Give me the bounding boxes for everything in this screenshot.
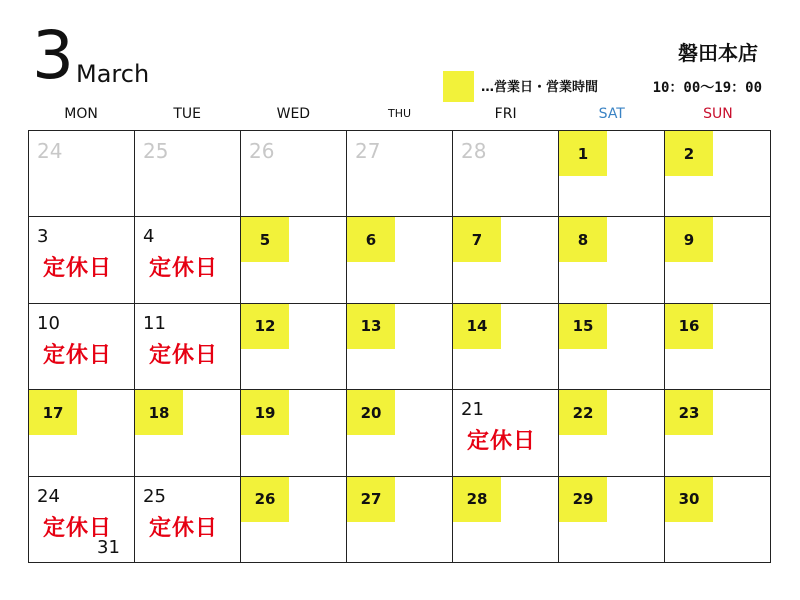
month-number: 3 [32,17,72,94]
calendar-day-cell [559,304,665,390]
calendar-day-cell [665,390,771,476]
closed-day-number: 21 [461,399,484,421]
business-day-number: 7 [453,217,501,262]
weekday-mon: MON [64,106,98,122]
business-day-number: 15 [559,304,607,349]
weekday-sat: SAT [598,106,625,122]
other-month-day-number: 27 [355,139,381,163]
calendar-day-cell [559,477,665,563]
calendar-day-cell [347,477,453,563]
calendar-grid [28,130,771,563]
closed-day-number: 11 [143,312,166,334]
business-day-number: 1 [559,131,607,176]
business-day-number: 9 [665,217,713,262]
closed-day-label: 定休日 [43,515,113,541]
closed-day-label: 定休日 [149,256,219,282]
weekday-sun: SUN [703,106,733,122]
calendar-day-cell [135,217,241,303]
calendar-day-cell [241,477,347,563]
month-name: March [76,60,150,88]
business-day-number: 6 [347,217,395,262]
business-day-number: 23 [665,390,713,435]
closed-day-number: 10 [37,312,60,334]
business-day-number: 22 [559,390,607,435]
business-day-number: 20 [347,390,395,435]
store-name: 磐田本店 [678,41,758,65]
closed-day-number: 25 [143,485,166,507]
business-day-number: 13 [347,304,395,349]
weekday-thu: THU [387,107,412,120]
weekday-tue: TUE [173,106,202,122]
business-day-number: 5 [241,217,289,262]
closed-day-label: 定休日 [149,342,219,368]
closed-day-number: 4 [143,226,155,248]
calendar-day-cell [347,131,453,217]
closed-day-number: 3 [37,226,49,248]
calendar-day-cell [665,131,771,217]
weekday-wed: WED [276,106,311,122]
calendar-day-cell [135,304,241,390]
business-day-number: 27 [347,477,395,522]
calendar-day-cell [241,131,347,217]
calendar-day-cell [135,477,241,563]
calendar-day-cell [665,304,771,390]
weekday-header-row [28,104,771,124]
calendar-day-cell [29,304,135,390]
calendar-day-cell [241,217,347,303]
calendar-day-cell [29,217,135,303]
calendar-day-cell [29,131,135,217]
calendar-day-cell [559,390,665,476]
business-day-number: 8 [559,217,607,262]
business-day-number: 14 [453,304,501,349]
calendar-day-cell [453,217,559,303]
business-day-number: 18 [135,390,183,435]
extra-day-number: 31 [97,536,120,558]
calendar-day-cell [347,217,453,303]
legend-label: …営業日・営業時間 [481,80,599,95]
other-month-day-number: 28 [461,139,487,163]
business-day-number: 19 [241,390,289,435]
business-day-number: 28 [453,477,501,522]
calendar-day-cell [347,390,453,476]
calendar-day-cell [453,477,559,563]
calendar-day-cell [347,304,453,390]
calendar-day-cell [29,477,135,563]
calendar-day-cell [241,390,347,476]
business-day-number: 29 [559,477,607,522]
calendar-day-cell [559,131,665,217]
business-day-number: 16 [665,304,713,349]
calendar-day-cell [453,131,559,217]
legend-swatch [443,71,474,102]
business-day-number: 12 [241,304,289,349]
calendar-day-cell [453,390,559,476]
other-month-day-number: 24 [37,139,63,163]
business-day-number: 26 [241,477,289,522]
calendar-day-cell [135,390,241,476]
other-month-day-number: 25 [143,139,169,163]
business-day-number: 17 [29,390,77,435]
business-hours: 10：00～19：00 [652,80,762,96]
calendar-day-cell [559,217,665,303]
calendar-day-cell [453,304,559,390]
closed-day-label: 定休日 [43,256,113,282]
business-day-number: 30 [665,477,713,522]
calendar-day-cell [241,304,347,390]
calendar-day-cell [665,217,771,303]
other-month-day-number: 26 [249,139,275,163]
closed-day-label: 定休日 [43,342,113,368]
closed-day-number: 24 [37,485,60,507]
calendar-day-cell [29,390,135,476]
calendar-day-cell [135,131,241,217]
closed-day-label: 定休日 [467,429,537,455]
business-day-number: 2 [665,131,713,176]
weekday-fri: FRI [494,106,517,122]
calendar-day-cell [665,477,771,563]
closed-day-label: 定休日 [149,515,219,541]
